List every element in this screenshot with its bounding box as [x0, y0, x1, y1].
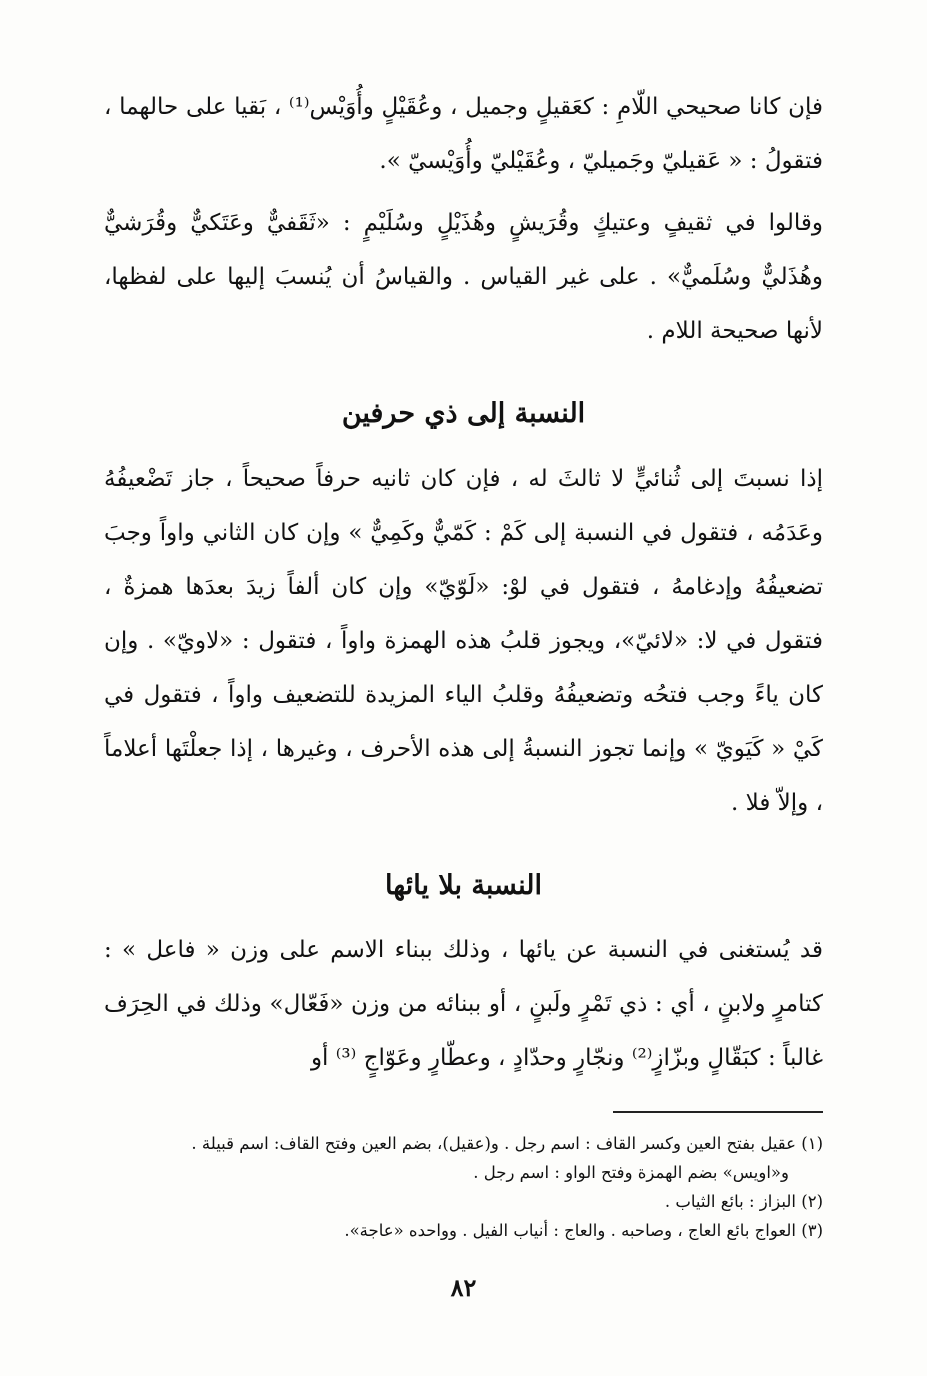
footnote-2: (٢) البزاز : بائع الثياب . — [664, 1191, 823, 1211]
book-page — [104, 80, 823, 1336]
paragraph-4: قد يُستغنى في النسبة عن يائها ، وذلك ببناء الاسم على وزن « فاعل » : كتامرٍ ولابنٍ ، أي : ذي تَمْرٍ ولَبنٍ ، أو ببنائه من وزن «فَعّال» وذلك في الحِرَف غالباً : كبَقّالٍ وبزّازٍ⁽²⁾ ونجّارٍ وحدّادٍ ، وعطّارٍ وعَوّاجٍ ⁽³⁾ أو — [104, 936, 823, 1071]
footnote-1-continued: و«اويس» بضم الهمزة وفتح الواو : اسم رجل . — [473, 1162, 789, 1182]
footnote-separator — [104, 1085, 823, 1113]
footnote-3: (٣) العواج بائع العاج ، وصاحبه . والعاج : أنياب الفيل . وواحده «عاجة». — [344, 1220, 823, 1240]
paragraph-2: وقالوا في ثقيفٍ وعتيكٍ وقُرَيشٍ وهُذَيْلٍ وسُلَيْمٍ : «ثَقَفيٌّ وعَتَكيٌّ وقُرَشيٌّ وهُذَليٌّ وسُلَميٌّ» . على غير القياس . والقياسُ أن يُنسبَ إليها على لفظها، لأنها صحيحة اللام . — [104, 210, 823, 344]
footnote-rule — [613, 1111, 823, 1113]
footnotes — [104, 1129, 823, 1245]
page-number: ٨٢ — [450, 1272, 477, 1302]
section-heading-nisba-without-ya: النسبة بلا يائها — [385, 870, 542, 902]
paragraph-1: فإن كانا صحيحي اللّامِ : كعَقيلٍ وجميل ، وعُقَيْلٍ وأُوَيْس⁽¹⁾ ، بَقيا على حالهما ، فتقولُ : « عَقيليّ وجَميليّ ، وعُقَيْليّ وأُوَيْسيّ ». — [104, 94, 824, 174]
paragraph-3: إذا نسبتَ إلى ثُنائيٍّ لا ثالثَ له ، فإن كان ثانيه حرفاً صحيحاً ، جاز تَضْعيفُهُ وعَدَمُه ، فتقول في النسبة إلى كَمْ : كَمّيٌّ وكَمِيٌّ » وإن كان الثاني واواً وجبَ تضعيفُهُ وإدغامهُ ، فتقول في لوْ: «لَوّيّ» وإن كان ألفاً زيدَ بعدَها همزةٌ ، فتقول في لا: «لائيّ»، ويجوز قلبُ هذه الهمزة واواً ، فتقول : «لاويّ» . وإن كان ياءً وجب فتحُه وتضعيفُهُ وقلبُ الياء المزيدة للتضعيف واواً ، فتقول في كَيْ « كَيَويّ » وإنما تجوز النسبةُ إلى هذه الأحرف ، وغيرها ، إذا جعلْتَها أعلاماً ، وإلاّ فلا . — [104, 466, 823, 817]
section-heading-two-letter-nisba: النسبة إلى ذي حرفين — [341, 398, 586, 429]
footnote-1: (١) عقيل بفتح العين وكسر القاف : اسم رجل . و(عقيل)، بضم العين وفتح القاف: اسم قبيلة . — [191, 1133, 823, 1153]
